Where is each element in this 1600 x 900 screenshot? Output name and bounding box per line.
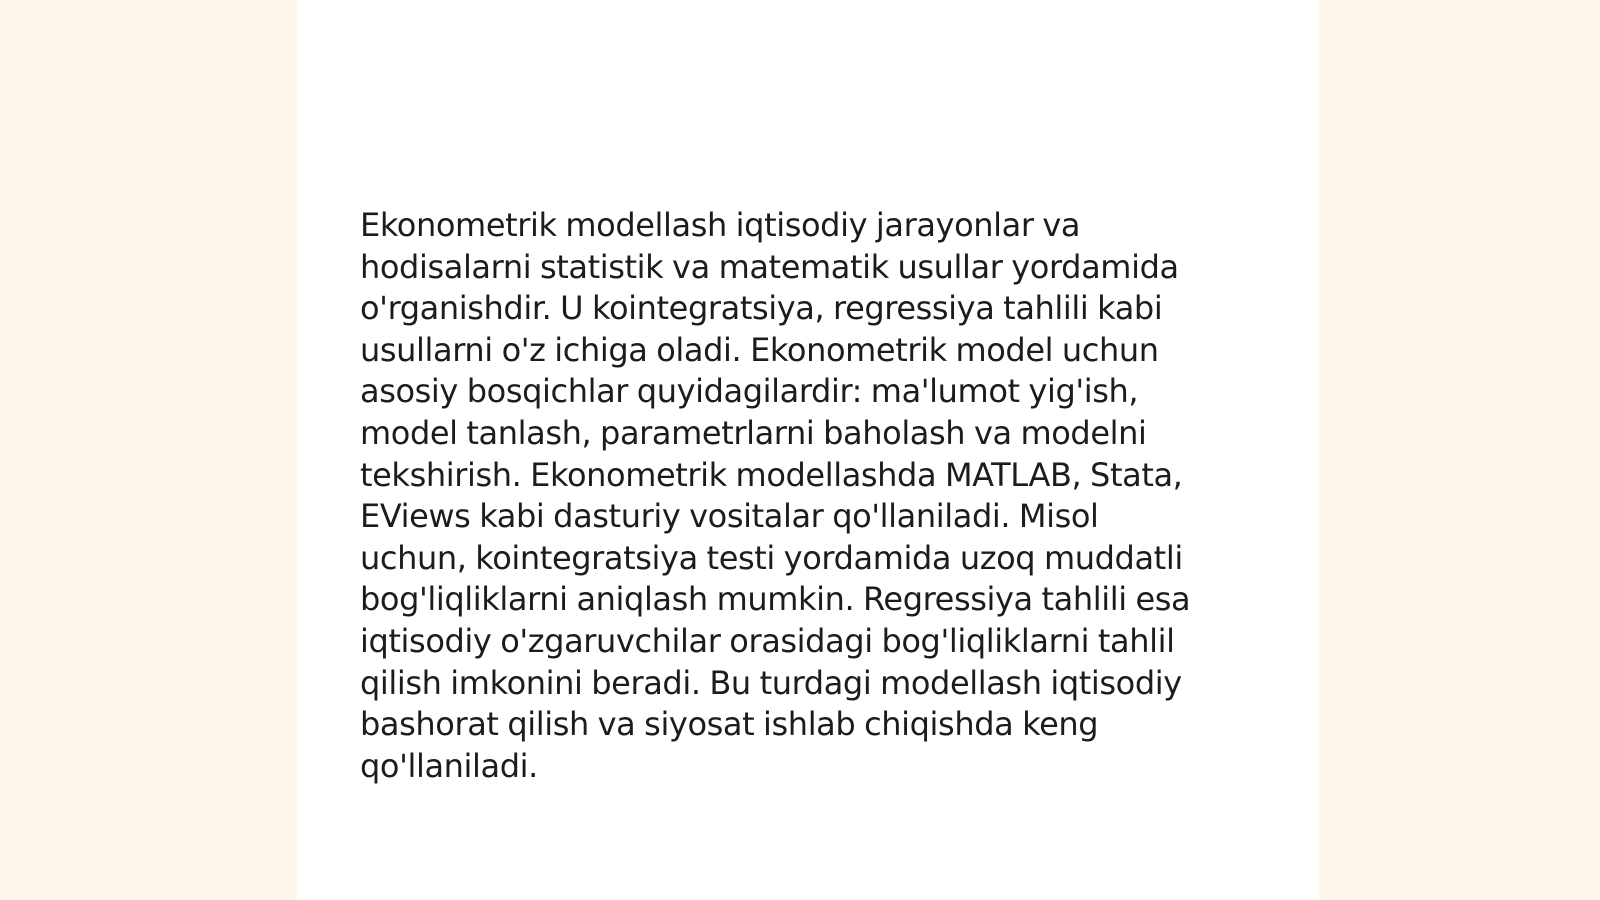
paragraph-line: bog'liqliklarni aniqlash mumkin. Regressiya tahlili esa: [360, 580, 1191, 619]
paragraph-line: Ekonometrik modellash iqtisodiy jarayonlar va: [360, 206, 1081, 244]
paragraph-line: hodisalarni statistik va matematik usullar yordamida: [360, 247, 1179, 286]
paragraph-line: tekshirish. Ekonometrik modellashda MATLAB, Stata,: [360, 455, 1183, 494]
paragraph-line: asosiy bosqichlar quyidagilardir: ma'lumot yig'ish,: [360, 372, 1139, 411]
paragraph-line: qo'llaniladi.: [360, 746, 538, 785]
paragraph-line: usullarni o'z ichiga oladi. Ekonometrik model uchun: [360, 330, 1159, 369]
paragraph-line: EViews kabi dasturiy vositalar qo'llaniladi. Misol: [360, 497, 1099, 536]
slide-panel: [297, 0, 1319, 900]
paragraph-line: o'rganishdir. U kointegratsiya, regressiya tahlili kabi: [360, 289, 1163, 328]
paragraph-line: iqtisodiy o'zgaruvchilar orasidagi bog'liqliklarni tahlil: [360, 621, 1175, 660]
paragraph-line: bashorat qilish va siyosat ishlab chiqishda keng: [360, 705, 1099, 744]
paragraph-line: uchun, kointegratsiya testi yordamida uzoq muddatli: [360, 538, 1183, 577]
paragraph-line: model tanlash, parametrlarni baholash va modelni: [360, 413, 1147, 452]
body-paragraph: [360, 205, 1260, 787]
paragraph-line: qilish imkonini beradi. Bu turdagi modellash iqtisodiy: [360, 663, 1182, 702]
